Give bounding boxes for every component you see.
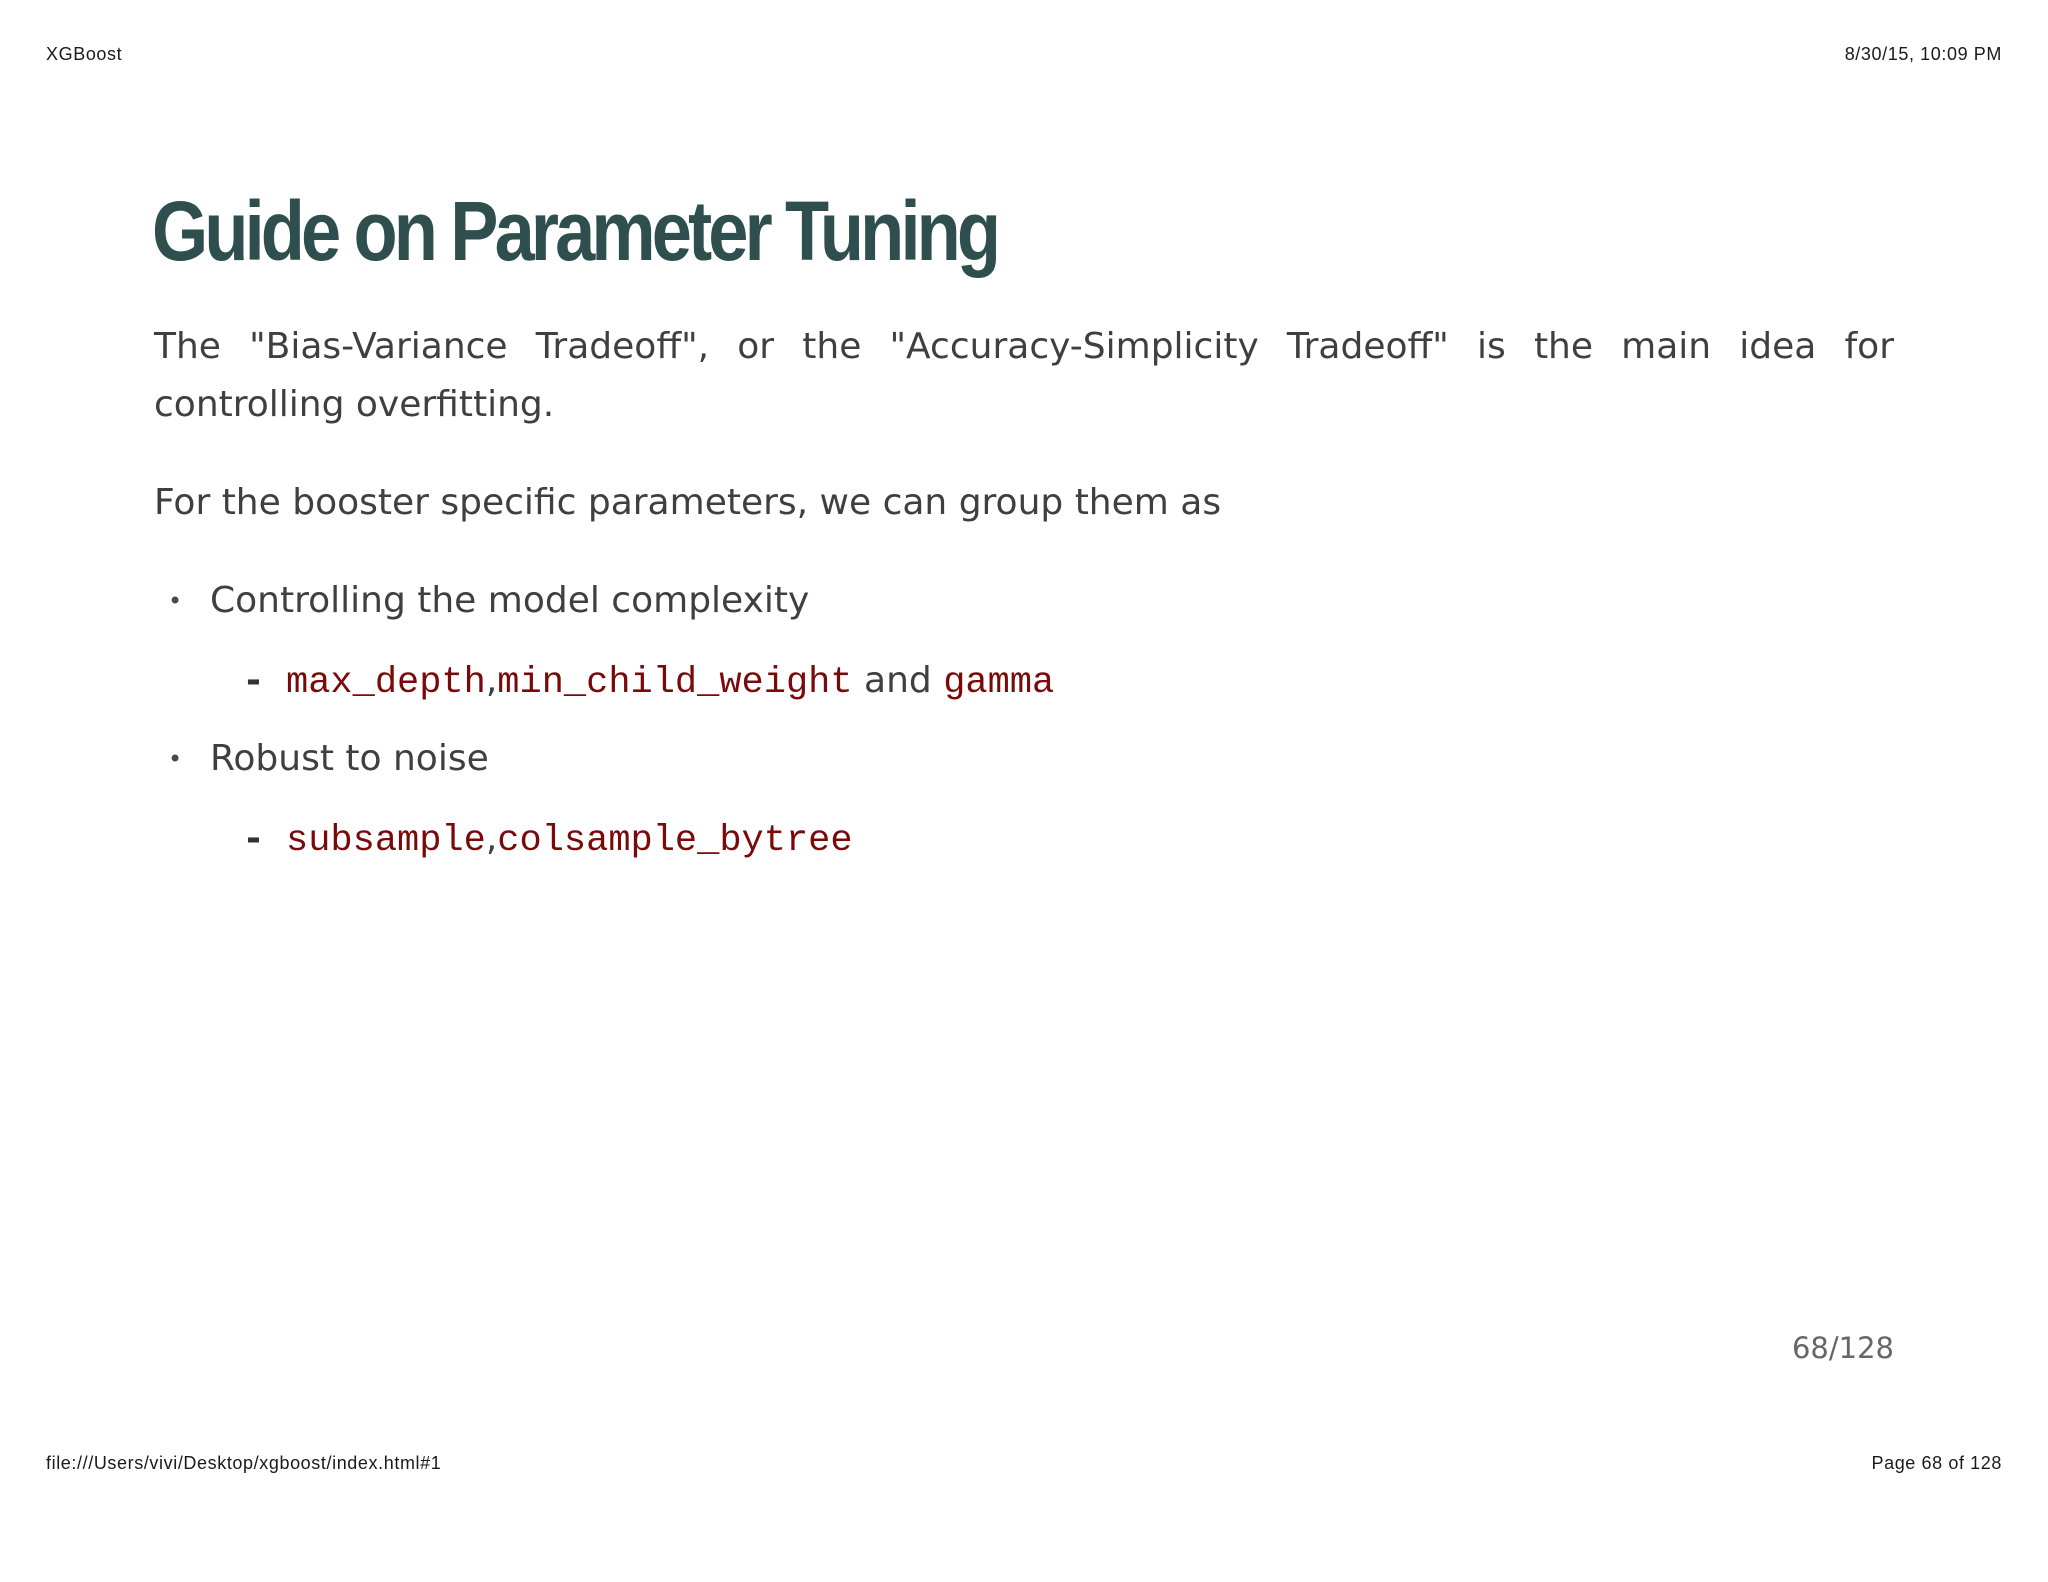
- group-intro-paragraph: For the booster specific parameters, we can group them as: [154, 482, 1222, 523]
- print-header-title: XGBoost: [46, 44, 123, 64]
- sub-item-complexity-params: [246, 652, 1054, 712]
- code-colsample-bytree: colsample_bytree: [497, 820, 853, 862]
- print-header-timestamp: 8/30/15, 10:09 PM: [1844, 44, 2002, 64]
- code-gamma: gamma: [943, 662, 1055, 704]
- intro-paragraph: The "Bias-Variance Tradeoff", or the "Accuracy-Simplicity Tradeoff" is the main idea for controlling overfitting.: [154, 326, 1894, 425]
- slide-page-number: 68/128: [1791, 1331, 1894, 1365]
- code-min-child-weight: min_child_weight: [497, 662, 853, 704]
- bullet-dot-icon: •: [168, 745, 183, 773]
- print-footer-page: Page 68 of 128: [1871, 1453, 2002, 1473]
- bullet-dot-icon: •: [168, 587, 183, 615]
- bullet-text: Controlling the model complexity: [210, 580, 810, 621]
- sub-item-dash: -: [246, 660, 261, 701]
- bullet-text: Robust to noise: [210, 738, 489, 779]
- code-subsample: subsample: [286, 820, 486, 862]
- separator-and: and: [852, 660, 944, 701]
- sub-item-noise-params: [246, 810, 853, 870]
- separator: ,: [485, 818, 498, 859]
- sub-item-dash: -: [246, 818, 261, 859]
- code-max-depth: max_depth: [286, 662, 486, 704]
- separator: ,: [485, 660, 498, 701]
- slide-title: Guide on Parameter Tuning: [152, 184, 998, 278]
- print-footer-url: file:///Users/vivi/Desktop/xgboost/index.html#1: [46, 1453, 442, 1473]
